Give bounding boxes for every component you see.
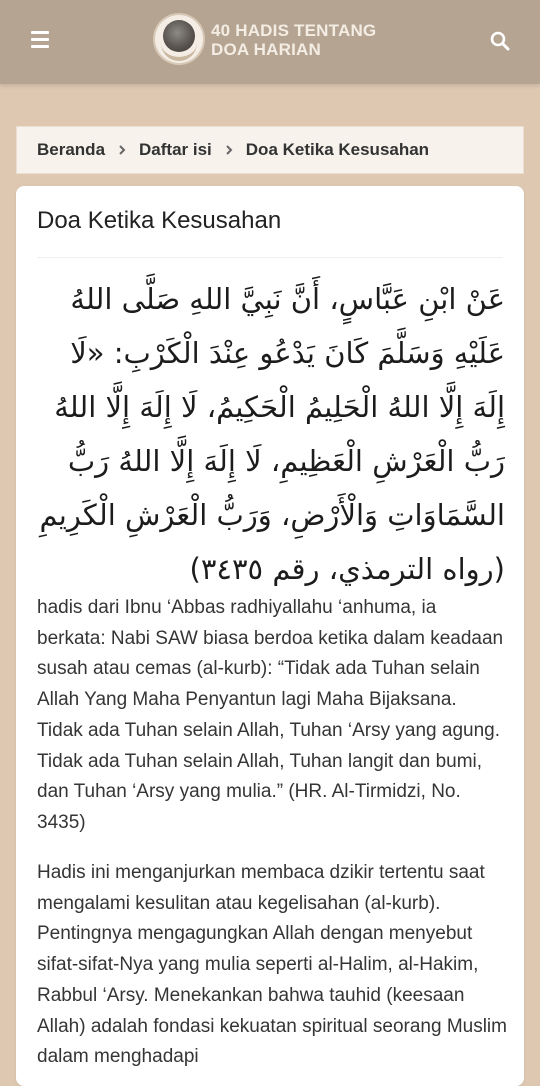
site-title-line2: DOA HARIAN [211, 40, 321, 59]
breadcrumb-home-link[interactable]: Beranda [37, 140, 106, 159]
page-title: Doa Ketika Kesusahan [37, 207, 282, 234]
title-divider [37, 257, 503, 258]
arabic-hadith-text: عَنْ ابْنِ عَبَّاسٍ، أَنَّ نَبِيَّ اللهِ صَلَّى اللهُ عَلَيْهِ وَسَلَّمَ كَانَ يَدْعُو عِنْدَ الْكَرْبِ: «لَا إِلَهَ إِلَّا اللهُ الْحَلِيمُ الْحَكِيمُ، لَا إِلَهَ إِلَّا اللهُ رَبُّ الْعَرْشِ الْعَظِيمِ، لَا إِلَهَ إِلَّا اللهُ رَبُّ السَّمَاوَاتِ وَالْأَرْضِ، وَرَبُّ الْعَرْشِ الْكَرِيمِ (رواه الترمذي، رقم ٣٤٣٥) [39, 282, 505, 586]
hamburger-menu-icon[interactable] [31, 31, 49, 49]
translation-paragraph: hadis dari Ibnu ‘Abbas radhiyallahu ‘anhuma, ia berkata: Nabi SAW biasa berdoa ketika dalam keadaan susah atau cemas (al-kurb): “Tidak ada Tuhan selain Allah Yang Maha Penyantun lagi Maha Bijaksana. Tidak ada Tuhan selain Allah, Tuhan ‘Arsy yang agung. Tidak ada Tuhan selain Allah, Tuhan langit dan bumi, dan Tuhan ‘Arsy yang mulia.” (HR. Al-Tirmidzi, No. 3435) [37, 597, 504, 833]
site-title-line1: 40 HADIS TENTANG [211, 21, 377, 40]
explanation-paragraph: Hadis ini menganjurkan membaca dzikir tertentu saat mengalami kesulitan atau kegelisahan (al-kurb). Pentingnya mengagungkan Allah dengan menyebut sifat-sifat-Nya yang mulia seperti al-Halim, al-Hakim, Rabbul ‘Arsy. Menekankan bahwa tauhid (keesaan Allah) adalah fondasi kekuatan spiritual seorang Muslim dalam menghadapi [37, 862, 507, 1068]
chevron-right-icon [118, 144, 126, 156]
breadcrumb-current: Doa Ketika Kesusahan [245, 140, 430, 159]
chevron-right-icon [225, 144, 233, 156]
moon-logo-icon[interactable] [155, 15, 203, 63]
breadcrumb-contents-link[interactable]: Daftar isi [139, 140, 212, 159]
breadcrumb [16, 126, 524, 174]
search-icon[interactable] [490, 31, 510, 51]
app-header [0, 0, 540, 84]
article-card [16, 186, 524, 1086]
site-title[interactable] [211, 21, 411, 59]
